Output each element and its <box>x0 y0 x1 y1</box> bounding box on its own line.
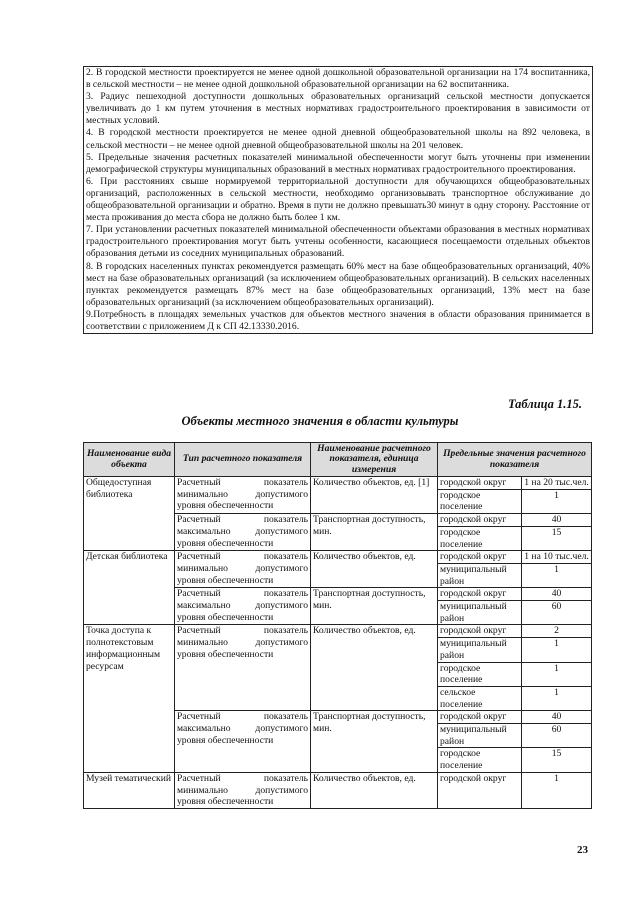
note-3: 3. Радиус пешеходной доступности дошкольных образовательных организаций сельской местности допускается увеличивать до 1 км путем уточнения в местных нормативах градостроительного проектирования в зависимости от местных условий. <box>86 91 590 127</box>
note-8: 8. В городских населенных пунктах рекомендуется размещать 60% мест на базе общеобразовательных организаций, 40% мест на базе образовательных организаций (за исключением общеобразовательных организаций). В сельских населенных пунктах рекомендуется размещать 87% мест на базе общеобразовательных организаций, 13% мест на базе образовательных организаций (за исключением общеобразовательных организаций). <box>86 260 590 308</box>
header-indicator-type: Тип расчетного показателя <box>175 443 311 477</box>
territory-cell: муниципальный район <box>438 601 522 625</box>
territory-cell: городское поселение <box>438 526 522 550</box>
value-cell: 1 <box>522 772 592 808</box>
culture-objects-table <box>83 442 592 809</box>
table-title: Объекты местного значения в области культуры <box>181 414 459 428</box>
table-row <box>84 551 592 564</box>
value-cell: 1 <box>522 662 592 686</box>
table-header-row <box>84 443 592 477</box>
value-cell: 60 <box>522 724 592 748</box>
value-cell: 2 <box>522 625 592 638</box>
territory-cell: городской округ <box>438 588 522 601</box>
note-7: 7. При установлении расчетных показателей минимальной обеспеченности объектами образования в местных нормативах градостроительного проектирования могут быть учтены особенности, касающиеся посещаемости отдельных объектов образования детьми из соседних муниципальных образований. <box>86 224 590 260</box>
value-cell: 1 <box>522 686 592 710</box>
table-number: Таблица 1.15. <box>507 397 582 411</box>
value-cell: 1 <box>522 638 592 662</box>
header-limit-values: Предельные значения расчетного показателя <box>438 443 592 477</box>
indicator-name-cell: Количество объектов, ед. <box>311 551 438 588</box>
territory-cell: городское поселение <box>438 489 522 513</box>
object-cell: Общедоступная библиотека <box>84 477 175 551</box>
indicator-type-cell: Расчетный показатель минимально допустимого уровня обеспеченности <box>175 625 311 711</box>
indicator-name-cell: Количество объектов, ед. <box>311 772 438 808</box>
note-9: 9.Потребность в площадях земельных участков для объектов местного значения в области образования принимается в соответствии с приложением Д к СП 42.13330.2016. <box>86 308 590 332</box>
object-cell: Детская библиотека <box>84 551 175 625</box>
value-cell: 40 <box>522 514 592 527</box>
value-cell: 40 <box>522 588 592 601</box>
indicator-type-cell: Расчетный показатель максимально допустимого уровня обеспеченности <box>175 711 311 773</box>
territory-cell: городской округ <box>438 625 522 638</box>
indicator-type-cell: Расчетный показатель максимально допустимого уровня обеспеченности <box>175 588 311 625</box>
territory-cell: городской округ <box>438 514 522 527</box>
value-cell: 60 <box>522 601 592 625</box>
indicator-type-cell: Расчетный показатель минимально допустимого уровня обеспеченности <box>175 772 311 808</box>
value-cell: 15 <box>522 526 592 550</box>
territory-cell: сельское поселение <box>438 686 522 710</box>
object-cell: Музей тематический <box>84 772 175 808</box>
indicator-name-cell: Количество объектов, ед. [1] <box>311 477 438 514</box>
value-cell: 1 на 20 тыс.чел. <box>522 477 592 490</box>
indicator-type-cell: Расчетный показатель максимально допустимого уровня обеспеченности <box>175 514 311 551</box>
indicator-name-cell: Транспортная доступность, мин. <box>311 514 438 551</box>
territory-cell: городской округ <box>438 477 522 490</box>
table-row <box>84 772 592 808</box>
territory-cell: городское поселение <box>438 748 522 772</box>
indicator-name-cell: Количество объектов, ед. <box>311 625 438 711</box>
territory-cell: городской округ <box>438 772 522 808</box>
territory-cell: муниципальный район <box>438 563 522 587</box>
header-indicator-name: Наименование расчетного показателя, единица измерения <box>311 443 438 477</box>
note-4: 4. В городской местности проектируется не менее одной дневной общеобразовательной школы на 892 человека, в сельской местности – не менее одной дневной общеобразовательной школы на 201 человек. <box>86 127 590 151</box>
object-cell: Точка доступа к полнотекстовым информационным ресурсам <box>84 625 175 772</box>
header-object-type: Наименование вида объекта <box>84 443 175 477</box>
territory-cell: городской округ <box>438 551 522 564</box>
note-5: 5. Предельные значения расчетных показателей минимальной обеспеченности могут быть уточнены при изменении демографической структуры муниципальных образований в местных нормативах градостроительного проектирования. <box>86 151 590 175</box>
indicator-type-cell: Расчетный показатель минимально допустимого уровня обеспеченности <box>175 477 311 514</box>
territory-cell: муниципальный район <box>438 638 522 662</box>
territory-cell: муниципальный район <box>438 724 522 748</box>
notes-block <box>83 66 593 334</box>
indicator-type-cell: Расчетный показатель минимально допустимого уровня обеспеченности <box>175 551 311 588</box>
page-number: 23 <box>577 844 588 856</box>
note-6: 6. При расстояниях свыше нормируемой территориальной доступности для обучающихся общеобразовательных организаций, расположенных в сельской местности, необходимо организовывать транспортное обслуживание до общеобразовательной организации и обратно. Время в пути не должно превышать30 минут в одну сторону. Расстояние от места проживания до места сбора не должно быть более 1 км. <box>86 175 590 224</box>
value-cell: 15 <box>522 748 592 772</box>
territory-cell: городское поселение <box>438 662 522 686</box>
note-2: 2. В городской местности проектируется не менее одной дошкольной образовательной организации на 174 воспитанника, в сельской местности – не менее одной дошкольной образовательной организации на 62 воспитанника. <box>86 67 590 91</box>
value-cell: 1 на 10 тыс.чел. <box>522 551 592 564</box>
table-row <box>84 477 592 490</box>
territory-cell: городской округ <box>438 711 522 724</box>
indicator-name-cell: Транспортная доступность, мин. <box>311 588 438 625</box>
indicator-name-cell: Транспортная доступность, мин. <box>311 711 438 773</box>
value-cell: 1 <box>522 489 592 513</box>
table-row <box>84 625 592 638</box>
value-cell: 1 <box>522 563 592 587</box>
value-cell: 40 <box>522 711 592 724</box>
